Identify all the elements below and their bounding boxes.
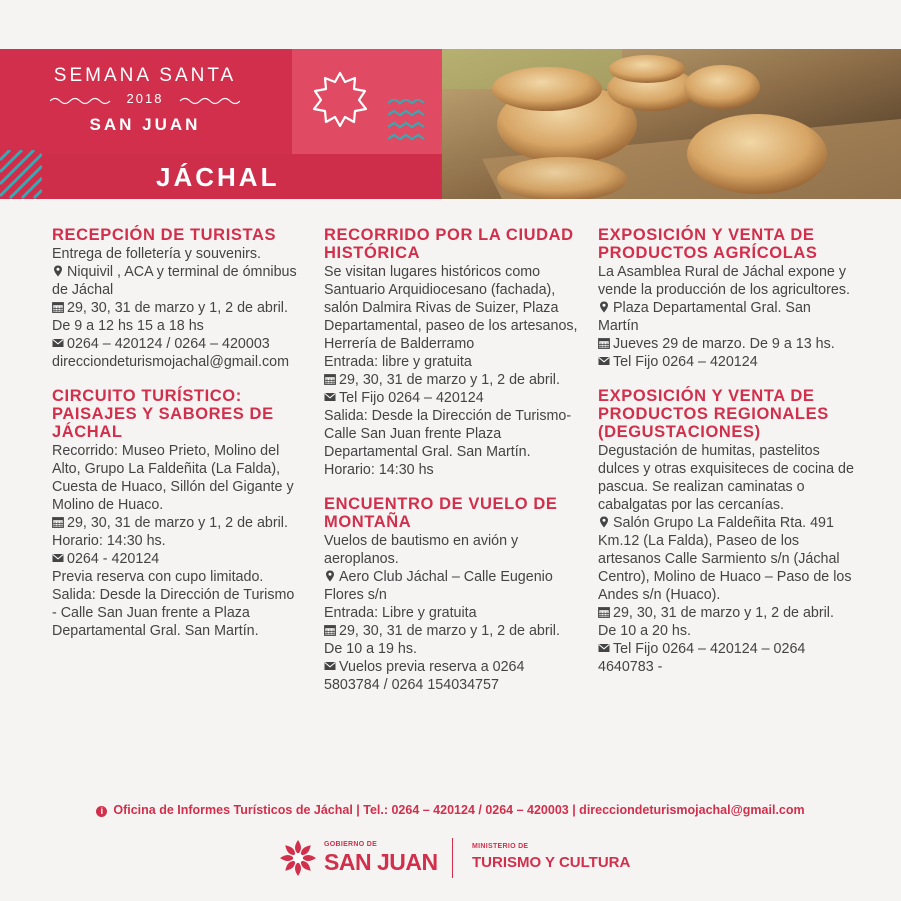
entry-text: Entrada: libre y gratuita xyxy=(324,354,472,370)
section-title: RECEPCIÓN DE TURISTAS xyxy=(52,226,277,244)
envelope-icon xyxy=(52,337,64,349)
contact-line xyxy=(598,353,854,371)
sun-icon xyxy=(310,69,370,129)
map-marker-icon xyxy=(52,265,64,277)
ministry-label-small: MINISTERIO DE xyxy=(472,843,529,850)
map-marker-icon xyxy=(598,301,610,313)
section-description: Entrega de folletería y souvenirs. xyxy=(52,246,262,262)
envelope-icon xyxy=(598,355,610,367)
gov-label-big: SAN JUAN xyxy=(324,849,438,875)
city-name: JÁCHAL xyxy=(156,162,280,192)
contact-text: Tel Fijo 0264 – 420124 xyxy=(339,390,484,406)
event-logo xyxy=(0,49,292,154)
contact-text: Vuelos previa reserva a 0264 5803784 / 0264 154034757 xyxy=(324,659,525,693)
header-banner xyxy=(0,49,901,199)
sun-panel xyxy=(292,49,442,154)
contact-line xyxy=(52,550,302,568)
location-line xyxy=(598,299,854,335)
info-circle-icon: i xyxy=(96,806,107,817)
envelope-icon xyxy=(52,552,64,564)
section-description: Recorrido: Museo Prieto, Molino del Alto, Grupo La Faldeñita (La Falda), Cuesta de Huaco, Sillón del Gigante y Molino de Huaco. xyxy=(52,443,294,513)
dates-text: 29, 30, 31 de marzo y 1, 2 de abril. De 10 a 20 hs. xyxy=(598,605,834,639)
column-3 xyxy=(598,226,854,692)
location-text: Niquivil , ACA y terminal de ómnibus de Jáchal xyxy=(52,264,297,298)
footer-info-text: Oficina de Informes Turísticos de Jáchal | Tel.: 0264 – 420124 / 0264 – 420003 | direcciondeturismojachal@gmail.com xyxy=(113,803,805,817)
contact-line xyxy=(324,389,580,407)
logo-divider xyxy=(452,838,453,878)
stripes-ornament-icon xyxy=(0,150,42,199)
dates-line xyxy=(52,299,302,335)
calendar-icon xyxy=(52,516,64,528)
dates-line xyxy=(324,371,580,389)
dates-text: 29, 30, 31 de marzo y 1, 2 de abril. De 10 a 19 hs. xyxy=(324,623,560,657)
departure-note: Salida: Desde la Dirección de Turismo- Calle San Juan frente Plaza Departamental Gral. San Martín. xyxy=(324,408,572,460)
dates-text: Jueves 29 de marzo. De 9 a 13 hs. xyxy=(613,336,835,352)
section-title: EXPOSICIÓN Y VENTA DE PRODUCTOS AGRÍCOLAS xyxy=(598,226,818,262)
calendar-icon xyxy=(52,301,64,313)
contact-text: Tel Fijo 0264 – 420124 – 0264 4640783 - xyxy=(598,641,806,675)
calendar-icon xyxy=(598,606,610,618)
section-title: RECORRIDO POR LA CIUDAD HISTÓRICA xyxy=(324,226,574,262)
location-line xyxy=(52,263,302,299)
calendar-icon xyxy=(324,624,336,636)
entry-text: Entrada: Libre y gratuita xyxy=(324,605,477,621)
contact-line xyxy=(324,658,580,694)
location-line xyxy=(324,568,580,604)
dates-line xyxy=(52,514,302,550)
envelope-icon xyxy=(324,660,336,672)
dates-text: 29, 30, 31 de marzo y 1, 2 de abril. xyxy=(339,372,560,388)
zigzag-ornament-icon xyxy=(388,99,426,147)
departure-note: Salida: Desde la Dirección de Turismo - Calle San Juan frente a Plaza Departamental Gral. San Martín. xyxy=(52,587,295,639)
dates-text: 29, 30, 31 de marzo y 1, 2 de abril. Horario: 14:30 hs. xyxy=(52,515,288,549)
location-text: Salón Grupo La Faldeñita Rta. 491 Km.12 (La Falda), Paseo de los artesanos Calle Sarmiento s/n (Jáchal Centro), Molino de Huaco – Paso de los Andes s/n (Huaco). xyxy=(598,515,852,603)
location-text: Plaza Departamental Gral. San Martín xyxy=(598,300,811,334)
envelope-icon xyxy=(598,642,610,654)
section-productos-agricolas xyxy=(598,226,854,371)
event-year: 2018 xyxy=(126,91,164,106)
event-title: SEMANA SANTA xyxy=(53,65,237,86)
envelope-icon xyxy=(324,391,336,403)
section-vuelo-montana xyxy=(324,495,580,694)
dates-line xyxy=(598,604,854,640)
contact-line xyxy=(598,640,854,676)
event-region: SAN JUAN xyxy=(89,115,201,134)
contact-text: Tel Fijo 0264 – 420124 xyxy=(613,354,758,370)
section-recorrido-ciudad xyxy=(324,226,580,479)
footer-info xyxy=(0,803,901,817)
dates-line xyxy=(598,335,854,353)
section-description: Degustación de humitas, pastelitos dulces y otras exquisiteces de cocina de pascua. Se realizan caminatas o cabalgatas por las cercanías. xyxy=(598,443,854,513)
bread-photo xyxy=(442,49,901,199)
city-band xyxy=(0,154,442,199)
section-title: CIRCUITO TURÍSTICO: PAISAJES Y SABORES DE JÁCHAL xyxy=(52,387,274,441)
section-title: EXPOSICIÓN Y VENTA DE PRODUCTOS REGIONALES (DEGUSTACIONES) xyxy=(598,387,829,441)
contact-line xyxy=(52,335,302,353)
section-productos-regionales xyxy=(598,387,854,676)
email-text[interactable]: direcciondeturismojachal@gmail.com xyxy=(52,354,290,370)
section-recepcion-turistas xyxy=(52,226,302,371)
contact-text: 0264 - 420124 xyxy=(67,551,160,567)
calendar-icon xyxy=(598,337,610,349)
dates-text: 29, 30, 31 de marzo y 1, 2 de abril. De 9 a 12 hs 15 a 18 hs xyxy=(52,300,288,334)
column-1 xyxy=(52,226,302,656)
ministry-label-big: TURISMO Y CULTURA xyxy=(472,854,631,871)
location-text: Aero Club Jáchal – Calle Eugenio Flores s/n xyxy=(324,569,553,603)
map-marker-icon xyxy=(598,516,610,528)
reservation-note: Previa reserva con cupo limitado. xyxy=(52,569,264,585)
location-line xyxy=(598,514,854,604)
map-marker-icon xyxy=(324,570,336,582)
calendar-icon xyxy=(324,373,336,385)
section-description: La Asamblea Rural de Jáchal expone y vende la producción de los agricultores. xyxy=(598,264,850,298)
san-juan-sun-logo-icon xyxy=(278,838,318,878)
gov-label-small: GOBIERNO DE xyxy=(324,841,378,848)
section-description: Vuelos de bautismo en avión y aeroplanos. xyxy=(324,533,519,567)
schedule-note: Horario: 14:30 hs xyxy=(324,462,434,478)
section-title: ENCUENTRO DE VUELO DE MONTAÑA xyxy=(324,495,558,531)
column-2 xyxy=(324,226,580,710)
section-circuito-turistico xyxy=(52,387,302,640)
dates-line xyxy=(324,622,580,658)
section-description: Se visitan lugares históricos como Santuario Arquidiocesano (fachada), salón Dalmira Rivas de Suizer, Plaza Departamental, paseo de los artesanos, Herrería de Balderramo xyxy=(324,264,578,352)
government-logos xyxy=(278,838,638,880)
contact-text: 0264 – 420124 / 0264 – 420003 xyxy=(67,336,270,352)
